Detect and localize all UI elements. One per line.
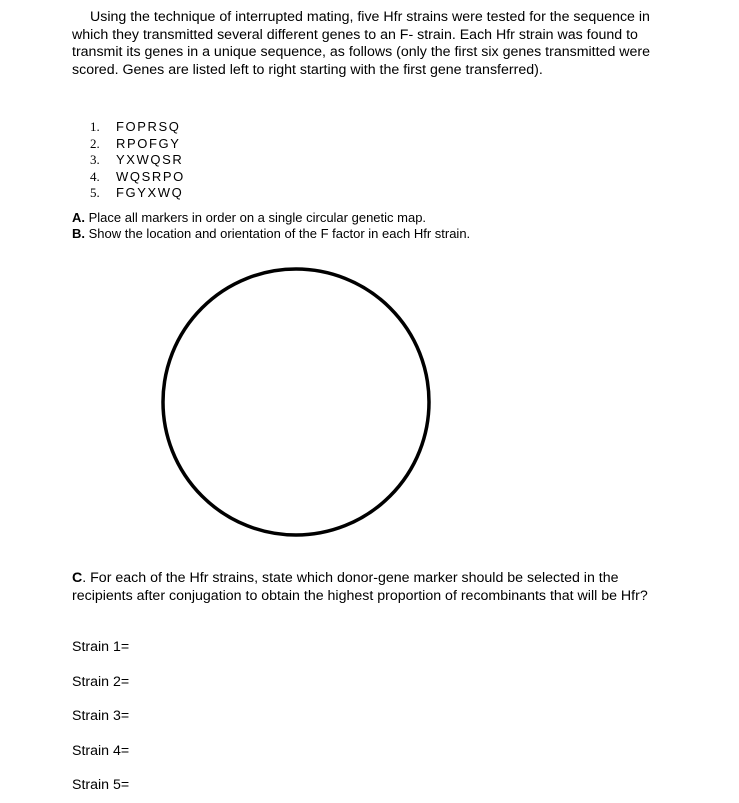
strain-item-2 bbox=[90, 136, 185, 153]
hfr-strain-list bbox=[90, 119, 185, 202]
question-c bbox=[72, 570, 672, 605]
map-circle bbox=[163, 269, 429, 535]
strain-number: 1. bbox=[90, 119, 100, 134]
question-b-letter: B. bbox=[72, 226, 85, 241]
strain-answer-3[interactable]: Strain 3= bbox=[72, 708, 130, 724]
question-b bbox=[72, 226, 470, 241]
strain-answer-1[interactable]: Strain 1= bbox=[72, 639, 130, 655]
strain-item-1 bbox=[90, 119, 185, 136]
strain-number: 5. bbox=[90, 185, 100, 201]
strain-answer-4[interactable]: Strain 4= bbox=[72, 743, 130, 759]
strain-gene-sequence: WQSRPO bbox=[116, 168, 185, 184]
strain-answer-5[interactable]: Strain 5= bbox=[72, 777, 130, 793]
strain-gene-sequence: RPOFGY bbox=[116, 135, 181, 151]
question-a bbox=[72, 210, 426, 225]
strain-gene-sequence: FGYXWQ bbox=[116, 185, 184, 201]
question-a-letter: A. bbox=[72, 210, 85, 225]
strain-number: 3. bbox=[90, 152, 100, 168]
question-b-text: Show the location and orientation of the F factor in each Hfr strain. bbox=[85, 226, 471, 241]
strain-item-3 bbox=[90, 152, 185, 169]
strain-item-4 bbox=[90, 169, 185, 186]
question-a-text: Place all markers in order on a single circular genetic map. bbox=[85, 210, 427, 225]
strain-item-5 bbox=[90, 185, 185, 202]
strain-gene-sequence: FOPRSQ bbox=[116, 119, 181, 134]
circular-genetic-map[interactable] bbox=[150, 255, 450, 555]
question-c-text: . For each of the Hfr strains, state which donor-gene marker should be selected in the recipients after conjugation to obtain the highest proportion of recombinants that will be Hfr? bbox=[72, 570, 648, 604]
strain-number: 2. bbox=[90, 135, 100, 151]
question-c-letter: C bbox=[72, 570, 83, 586]
strain-number: 4. bbox=[90, 168, 100, 184]
strain-gene-sequence: YXWQSR bbox=[116, 152, 184, 168]
strain-answer-2[interactable]: Strain 2= bbox=[72, 674, 130, 690]
intro-paragraph: Using the technique of interrupted mating, five Hfr strains were tested for the sequence in which they transmitted several different genes to an F- strain. Each Hfr strain was found to transmit its genes in a unique sequence, as follows (only the first six genes transmitted were scored. Genes are listed left to right starting with the first gene transferred). bbox=[72, 9, 651, 78]
